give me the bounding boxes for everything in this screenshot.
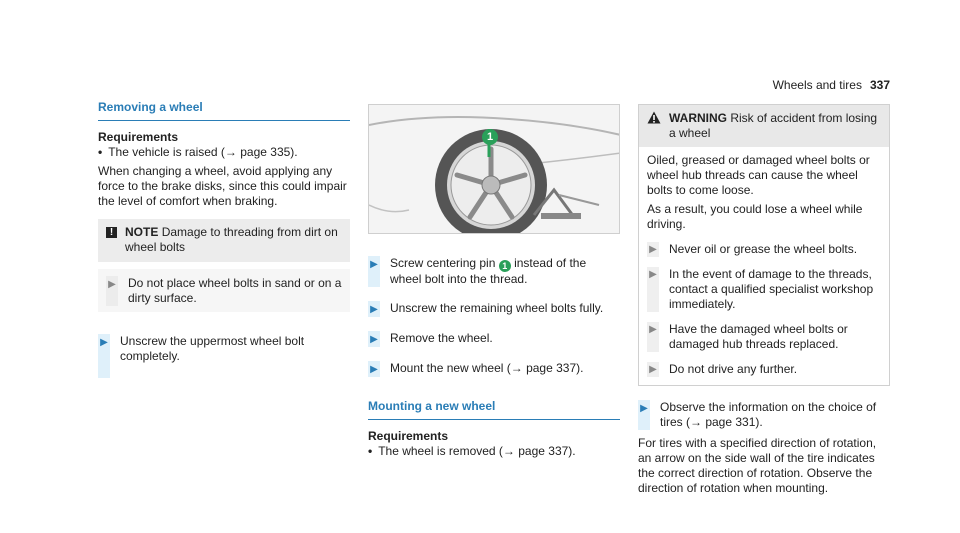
step-text-a: Screw centering pin (390, 256, 499, 270)
requirement-item (368, 444, 620, 459)
step-text: Unscrew the remaining wheel bolts fully. (390, 301, 604, 315)
step-text (390, 256, 620, 287)
step-arrow-icon: ▶ (647, 362, 659, 377)
warning-paragraph: Oiled, greased or damaged wheel bolts or wheel hub threads can cause the wheel bolts to come loose. (647, 153, 870, 197)
warning-step-text: Never oil or grease the wheel bolts. (669, 242, 858, 256)
bullet-icon: • (368, 444, 373, 458)
step-unscrew-remaining (368, 301, 620, 317)
warning-step-text: In the event of damage to the threads, contact a qualified specialist workshop immediately. (669, 267, 874, 311)
rotation-paragraph: For tires with a specified direction of rotation, an arrow on the side wall of the tire indicates the correct direction of rotation. Observe the direction of rotation when mounting. (638, 436, 877, 495)
column-3 (638, 104, 890, 496)
wheel-figure (368, 104, 620, 234)
section-title-removing: Removing a wheel (98, 100, 350, 121)
step-mount-new-wheel (368, 361, 620, 377)
page-header (773, 78, 890, 93)
step-arrow-icon: ▶ (98, 334, 110, 378)
step-text: Remove the wheel. (390, 331, 493, 345)
step-unscrew-uppermost (98, 334, 350, 378)
requirements-title: Requirements (368, 429, 449, 443)
warning-box (638, 104, 890, 386)
note-step-box (98, 269, 350, 312)
figure-callout-1: 1 (482, 129, 498, 145)
step-arrow-icon: ▶ (647, 242, 659, 257)
note-header (125, 225, 342, 255)
requirement-text: The wheel is removed (→ page 337). (378, 444, 576, 458)
note-box (98, 219, 350, 262)
page-number: 337 (869, 78, 890, 92)
warning-title (669, 111, 881, 141)
note-icon: ! (106, 227, 117, 238)
step-text: Unscrew the uppermost wheel bolt completely. (120, 334, 305, 363)
warning-body (639, 147, 889, 232)
step-screw-pin (368, 256, 620, 287)
callout-1-icon: 1 (499, 260, 511, 272)
intro-text: When changing a wheel, avoid applying any force to the brake disks, since this could impair the level of comfort when braking. (98, 164, 347, 208)
warning-step (647, 267, 881, 312)
warning-step-text: Do not drive any further. (669, 362, 798, 376)
requirements-title: Requirements (98, 130, 179, 144)
step-text: Mount the new wheel (→ page 337). (390, 361, 584, 375)
warning-step (647, 322, 881, 352)
column-2 (368, 104, 620, 459)
step-arrow-icon: ▶ (368, 301, 380, 317)
step-arrow-icon: ▶ (647, 267, 659, 312)
warning-paragraph: As a result, you could lose a wheel while driving. (647, 202, 863, 231)
column-1 (98, 100, 350, 378)
note-label: NOTE (125, 225, 159, 239)
step-arrow-icon: ▶ (106, 276, 118, 306)
note-text: Damage to threading from dirt on wheel bolts (125, 225, 338, 254)
step-text-b: instead of the wheel bolt into the thread. (390, 256, 587, 286)
warning-step-text: Have the damaged wheel bolts or damaged hub threads replaced. (669, 322, 848, 351)
warning-step (647, 242, 881, 257)
note-content (125, 225, 342, 255)
warning-text: Risk of accident from losing a wheel (669, 111, 878, 140)
step-arrow-icon: ▶ (368, 331, 380, 347)
section-title-mounting: Mounting a new wheel (368, 399, 620, 420)
warning-triangle-icon (647, 111, 661, 124)
bullet-icon: • (98, 145, 103, 159)
step-text: Observe the information on the choice of tires (→ page 331). (660, 400, 877, 429)
step-remove-wheel (368, 331, 620, 347)
step-arrow-icon: ▶ (647, 322, 659, 352)
step-observe-tires (638, 400, 890, 430)
requirement-item (98, 145, 350, 160)
step-arrow-icon: ▶ (368, 361, 380, 377)
warning-label: WARNING (669, 111, 727, 125)
wheel-illustration (369, 105, 620, 234)
step-arrow-icon: ▶ (638, 400, 650, 430)
note-step (106, 276, 342, 306)
header-title: Wheels and tires (772, 78, 862, 92)
requirement-text: The vehicle is raised (→ page 335). (108, 145, 298, 159)
warning-step (647, 362, 881, 377)
warning-header (639, 105, 889, 147)
step-arrow-icon: ▶ (368, 256, 380, 287)
note-step-text: Do not place wheel bolts in sand or on a dirty surface. (128, 276, 342, 305)
